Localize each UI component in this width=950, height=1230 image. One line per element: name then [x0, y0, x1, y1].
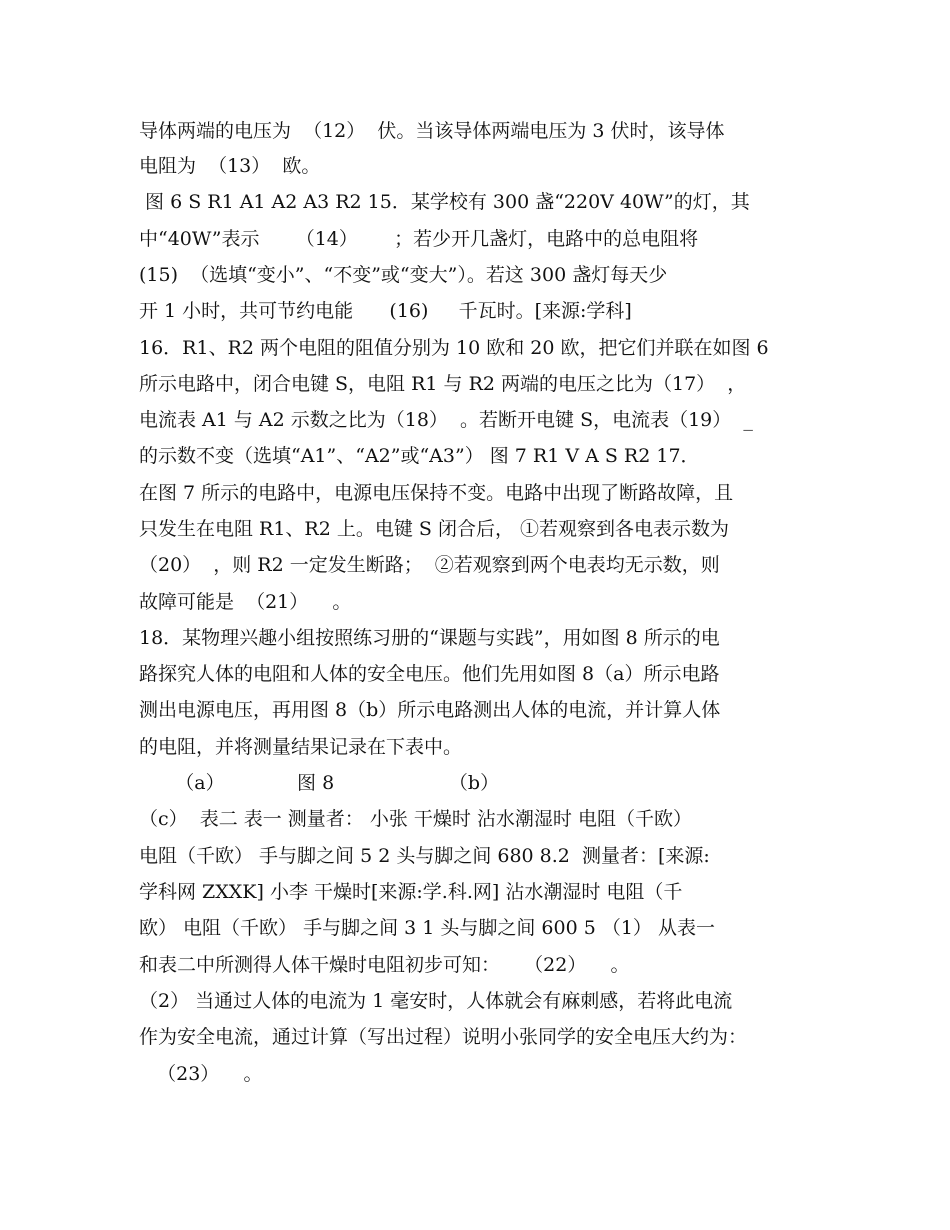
text-line-13: （20） ，则 R2 一定发生断路； ②若观察到两个电表均无示数，则	[139, 554, 720, 576]
text-line-15: 18．某物理兴趣小组按照练习册的“课题与实践”，用如图 8 所示的电	[139, 627, 720, 649]
text-line-24: 和表二中所测得人体干燥时电阻初步可知： （22） 。	[139, 954, 630, 976]
figure-caption-line: （a） 图 8 （b）	[139, 772, 500, 794]
text-line-18: 的电阻，并将测量结果记录在下表中。	[139, 736, 463, 758]
text-line-1: 导体两端的电压为 （12） 伏。当该导体两端电压为 3 伏时，该导体	[139, 120, 725, 142]
text-line-10: 的示数不变（选填“A1”、“A2”或“A3”） 图 7 R1 V A S R2 17．	[139, 445, 700, 467]
text-line-26: 作为安全电流，通过计算（写出过程）说明小张同学的安全电压大约为：	[139, 1026, 748, 1048]
text-line-7: 16．R1、R2 两个电阻的阻值分别为 10 欧和 20 欧，把它们并联在如图 6	[139, 337, 769, 359]
text-line-8: 所示电路中，闭合电键 S，电阻 R1 与 R2 两端的电压之比为（17） ，	[139, 373, 747, 395]
text-line-11: 在图 7 所示的电路中，电源电压保持不变。电路中出现了断路故障，且	[139, 482, 734, 504]
text-line-25: （2） 当通过人体的电流为 1 毫安时，人体就会有麻刺感，若将此电流	[139, 990, 733, 1012]
text-line-6: 开 1 小时，共可节约电能 (16) 千瓦时。[来源:学科]	[139, 300, 632, 322]
text-line-23: 欧） 电阻（千欧） 手与脚之间 3 1 头与脚之间 600 5 （1） 从表一	[139, 917, 715, 939]
text-line-21: 电阻（千欧） 手与脚之间 5 2 头与脚之间 680 8.2 测量者：[来源:	[139, 845, 710, 867]
text-line-12: 只发生在电阻 R1、R2 上。电键 S 闭合后， ①若观察到各电表示数为	[139, 518, 730, 540]
text-line-17: 测出电源电压，再用图 8（b）所示电路测出人体的电流，并计算人体	[139, 699, 721, 721]
text-line-5: (15) （选填“变小”、“不变”或“变大”）。若这 300 盏灯每天少	[139, 264, 668, 286]
text-line-3: 图 6 S R1 A1 A2 A3 R2 15．某学校有 300 盏“220V 40W”的灯，其	[139, 191, 750, 213]
text-line-16: 路探究人体的电阻和人体的安全电压。他们先用如图 8（a）所示电路	[139, 663, 720, 685]
text-line-22: 学科网 ZXXK] 小李 干燥时[来源:学.科.网] 沾水潮湿时 电阻（千	[139, 881, 683, 903]
text-line-2: 电阻为 （13） 欧。	[139, 155, 321, 177]
text-line-14: 故障可能是 （21） 。	[139, 591, 352, 613]
text-line-27: （23） 。	[139, 1063, 263, 1085]
text-line-4: 中“40W”表示 （14） ；若少开几盏灯，电路中的总电阻将	[139, 228, 699, 250]
text-line-9: 电流表 A1 与 A2 示数之比为（18） 。若断开电键 S，电流表（19） _	[139, 409, 753, 431]
text-line-20: （c） 表二 表一 测量者： 小张 干燥时 沾水潮湿时 电阻（千欧）	[139, 808, 692, 830]
